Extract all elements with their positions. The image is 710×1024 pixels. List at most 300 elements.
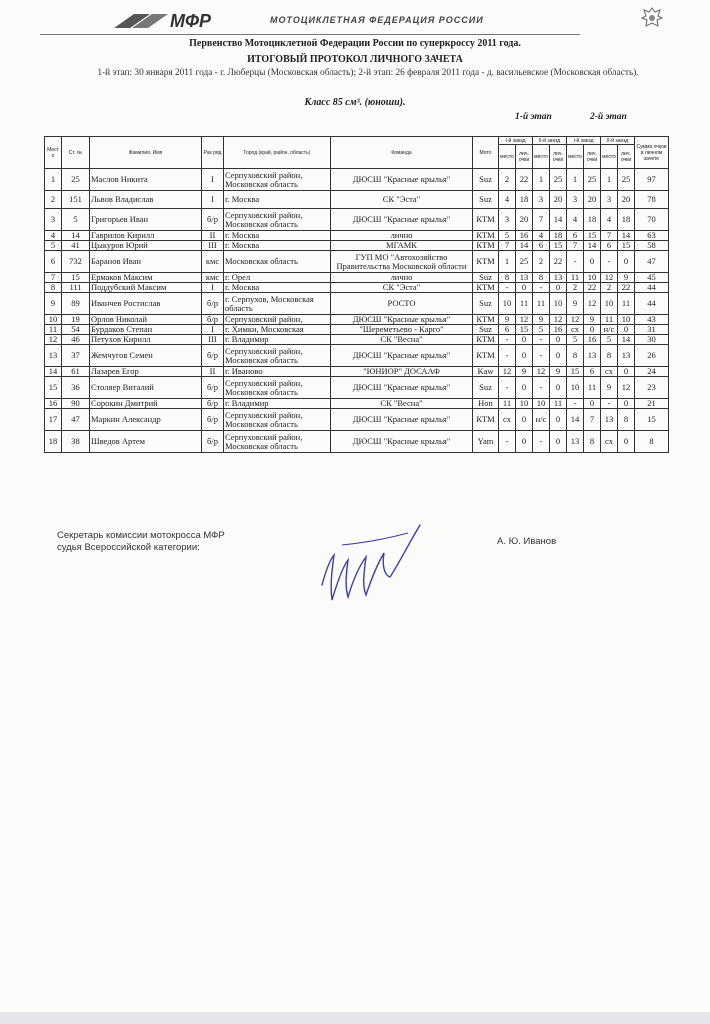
- table-row: [45, 345, 669, 367]
- table-row: [45, 191, 669, 209]
- name-cell: Маркин Александр: [90, 409, 202, 431]
- city-cell: г. Орел: [224, 273, 331, 283]
- number-cell: 41: [62, 241, 90, 251]
- place-cell: 9: [45, 293, 62, 315]
- name-cell: Орлов Николай: [90, 315, 202, 325]
- total-cell: 8: [635, 431, 669, 453]
- number-cell: 54: [62, 325, 90, 335]
- team-cell: ДЮСШ "Красные крылья": [331, 169, 473, 191]
- moto-cell: Suz: [473, 169, 499, 191]
- moto-cell: КТМ: [473, 209, 499, 231]
- s1-race1-points-cell: 0: [516, 431, 533, 453]
- s2-race2-place-cell: 6: [601, 241, 618, 251]
- s1-race1-points-cell: 16: [516, 231, 533, 241]
- s2-race1-place-cell: 4: [567, 209, 584, 231]
- place-cell: 4: [45, 231, 62, 241]
- city-cell: г. Москва: [224, 231, 331, 241]
- number-cell: 25: [62, 169, 90, 191]
- sub-place: место: [601, 145, 618, 169]
- name-cell: Бурдаков Степан: [90, 325, 202, 335]
- s1-race1-points-cell: 10: [516, 399, 533, 409]
- col-team: Команда: [331, 137, 473, 169]
- s2-race1-points-cell: 0: [584, 251, 601, 273]
- s2-race1-points-cell: 14: [584, 241, 601, 251]
- s1-race1-place-cell: -: [499, 431, 516, 453]
- s1-race1-place-cell: 5: [499, 231, 516, 241]
- number-cell: 37: [62, 345, 90, 367]
- s1-race1-place-cell: 11: [499, 399, 516, 409]
- table-row: [45, 231, 669, 241]
- s1-race1-points-cell: 18: [516, 191, 533, 209]
- s1-race1-points-cell: 9: [516, 367, 533, 377]
- s1-race1-place-cell: 7: [499, 241, 516, 251]
- s1-race2-place-cell: -: [533, 335, 550, 345]
- s1-race1-points-cell: 0: [516, 345, 533, 367]
- rank-cell: б/р: [202, 399, 224, 409]
- s2-race1-place-cell: 7: [567, 241, 584, 251]
- number-cell: 61: [62, 367, 90, 377]
- s2-race2-place-cell: сх: [601, 367, 618, 377]
- table-row: [45, 367, 669, 377]
- s2-race2-points-cell: 20: [618, 191, 635, 209]
- s2-race2-place-cell: 4: [601, 209, 618, 231]
- s2-race1-place-cell: 3: [567, 191, 584, 209]
- table-row: [45, 209, 669, 231]
- s2-race2-points-cell: 0: [618, 399, 635, 409]
- city-cell: г. Иваново: [224, 367, 331, 377]
- s2-race1-place-cell: 15: [567, 367, 584, 377]
- total-cell: 58: [635, 241, 669, 251]
- moto-cell: КТМ: [473, 345, 499, 367]
- s2-race2-points-cell: 0: [618, 325, 635, 335]
- s2-race2-points-cell: 9: [618, 273, 635, 283]
- team-cell: лично: [331, 231, 473, 241]
- rank-cell: I: [202, 191, 224, 209]
- rank-cell: б/р: [202, 345, 224, 367]
- s1-race2-points-cell: 20: [550, 191, 567, 209]
- name-cell: Львов Владислав: [90, 191, 202, 209]
- table-row: [45, 241, 669, 251]
- moto-cell: КТМ: [473, 231, 499, 241]
- total-cell: 63: [635, 231, 669, 241]
- rank-cell: I: [202, 283, 224, 293]
- secretary-line2: судья Всероссийской категории:: [57, 542, 200, 553]
- number-cell: 36: [62, 377, 90, 399]
- team-cell: СК "Эста": [331, 283, 473, 293]
- s1-race1-points-cell: 11: [516, 293, 533, 315]
- number-cell: 15: [62, 273, 90, 283]
- rank-cell: б/р: [202, 209, 224, 231]
- total-cell: 78: [635, 191, 669, 209]
- s2-race2-points-cell: 14: [618, 335, 635, 345]
- team-cell: ДЮСШ "Красные крылья": [331, 209, 473, 231]
- number-cell: 47: [62, 409, 90, 431]
- name-cell: Гаврилов Кирилл: [90, 231, 202, 241]
- s1-race1-points-cell: 14: [516, 241, 533, 251]
- s1-race2-points-cell: 0: [550, 345, 567, 367]
- city-cell: г. Москва: [224, 283, 331, 293]
- s1-race2-place-cell: 12: [533, 367, 550, 377]
- s2-race1-place-cell: 10: [567, 377, 584, 399]
- s1-race2-points-cell: 0: [550, 335, 567, 345]
- moto-cell: КТМ: [473, 315, 499, 325]
- s2-race2-points-cell: 0: [618, 251, 635, 273]
- moto-cell: КТМ: [473, 241, 499, 251]
- total-cell: 30: [635, 335, 669, 345]
- place-cell: 1: [45, 169, 62, 191]
- moto-cell: Suz: [473, 293, 499, 315]
- s2-race1-points-cell: 11: [584, 377, 601, 399]
- s2-race2-points-cell: 15: [618, 241, 635, 251]
- s1-race1-place-cell: 8: [499, 273, 516, 283]
- col-rank: Раз ряд: [202, 137, 224, 169]
- city-cell: Серпуховский район, Московская область: [224, 377, 331, 399]
- moto-cell: КТМ: [473, 283, 499, 293]
- rank-cell: б/р: [202, 315, 224, 325]
- team-cell: "ЮНИОР" ДОСААФ: [331, 367, 473, 377]
- s1-race2-place-cell: 2: [533, 251, 550, 273]
- s1-race2-points-cell: 0: [550, 283, 567, 293]
- number-cell: 38: [62, 431, 90, 453]
- place-cell: 8: [45, 283, 62, 293]
- s2-race2-place-cell: 12: [601, 273, 618, 283]
- s2-race1-points-cell: 16: [584, 335, 601, 345]
- rank-cell: II: [202, 231, 224, 241]
- total-cell: 15: [635, 409, 669, 431]
- s1-race1-place-cell: -: [499, 335, 516, 345]
- s1-race2-points-cell: 18: [550, 231, 567, 241]
- s1-race1-points-cell: 0: [516, 377, 533, 399]
- name-cell: Жемчугов Семен: [90, 345, 202, 367]
- city-cell: г. Владимир: [224, 335, 331, 345]
- s2-race2-points-cell: 14: [618, 231, 635, 241]
- s2-race1-place-cell: 5: [567, 335, 584, 345]
- s2-race1-points-cell: 15: [584, 231, 601, 241]
- s1-race2-place-cell: 11: [533, 293, 550, 315]
- s2-race1-points-cell: 18: [584, 209, 601, 231]
- total-cell: 44: [635, 283, 669, 293]
- s1-race2-place-cell: 8: [533, 273, 550, 283]
- scan-edge: [0, 1012, 710, 1024]
- s2-race2-place-cell: 1: [601, 169, 618, 191]
- s1-race2-place-cell: 4: [533, 231, 550, 241]
- place-cell: 7: [45, 273, 62, 283]
- table-row: [45, 283, 669, 293]
- rank-cell: кмс: [202, 273, 224, 283]
- number-cell: 14: [62, 231, 90, 241]
- team-cell: ГУП МО "Автохозяйство Правительства Московской области: [331, 251, 473, 273]
- place-cell: 6: [45, 251, 62, 273]
- stage1-heading: 1-й этап: [515, 112, 552, 122]
- city-cell: г. Владимир: [224, 399, 331, 409]
- s1-race2-place-cell: 6: [533, 241, 550, 251]
- stage2-heading: 2-й этап: [590, 112, 627, 122]
- total-cell: 70: [635, 209, 669, 231]
- moto-cell: Suz: [473, 191, 499, 209]
- name-cell: Иванчев Ростислав: [90, 293, 202, 315]
- federation-name: МОТОЦИКЛЕТНАЯ ФЕДЕРАЦИЯ РОССИИ: [270, 15, 484, 25]
- col-moto: Мото: [473, 137, 499, 169]
- protocol-title: ИТОГОВЫЙ ПРОТОКОЛ ЛИЧНОГО ЗАЧЕТА: [247, 54, 463, 65]
- table-row: [45, 335, 669, 345]
- s1-race2-place-cell: 7: [533, 209, 550, 231]
- s2-race1-points-cell: 12: [584, 293, 601, 315]
- moto-cell: КТМ: [473, 251, 499, 273]
- col-number: Ст. №: [62, 137, 90, 169]
- s2-race2-points-cell: 13: [618, 345, 635, 367]
- sub-points: лич. очки: [516, 145, 533, 169]
- s2-race2-points-cell: 12: [618, 377, 635, 399]
- city-cell: Серпуховский район, Московская область: [224, 431, 331, 453]
- place-cell: 14: [45, 367, 62, 377]
- sub-place: место: [533, 145, 550, 169]
- col-total: Сумма очков в личном зачете: [635, 137, 669, 169]
- name-cell: Маслов Никита: [90, 169, 202, 191]
- total-cell: 21: [635, 399, 669, 409]
- s1-race1-place-cell: 1: [499, 251, 516, 273]
- table-row: [45, 409, 669, 431]
- s1-race2-place-cell: 10: [533, 399, 550, 409]
- city-cell: г. Серпухов, Московская область: [224, 293, 331, 315]
- s2-race1-points-cell: 25: [584, 169, 601, 191]
- table-row: [45, 315, 669, 325]
- team-cell: ДЮСШ "Красные крылья": [331, 431, 473, 453]
- team-cell: ДЮСШ "Красные крылья": [331, 377, 473, 399]
- s1-race1-place-cell: 3: [499, 209, 516, 231]
- team-cell: ДЮСШ "Красные крылья": [331, 345, 473, 367]
- sub-points: лич. очки: [550, 145, 567, 169]
- s2-race2-place-cell: -: [601, 399, 618, 409]
- place-cell: 12: [45, 335, 62, 345]
- col-city: Город (край, район, область): [224, 137, 331, 169]
- sub-place: место: [567, 145, 584, 169]
- s2-race1-place-cell: 12: [567, 315, 584, 325]
- s2-race2-points-cell: 10: [618, 315, 635, 325]
- name-cell: Сорокин Дмитрий: [90, 399, 202, 409]
- place-cell: 10: [45, 315, 62, 325]
- s2-race2-place-cell: сх: [601, 431, 618, 453]
- s2-race2-points-cell: 11: [618, 293, 635, 315]
- s1-race1-points-cell: 15: [516, 325, 533, 335]
- signer-name: А. Ю. Иванов: [497, 536, 557, 547]
- s1-race1-place-cell: 6: [499, 325, 516, 335]
- s1-race1-points-cell: 20: [516, 209, 533, 231]
- place-cell: 15: [45, 377, 62, 399]
- s1-race1-points-cell: 22: [516, 169, 533, 191]
- coat-of-arms-icon: [640, 6, 664, 32]
- s2-race2-place-cell: 3: [601, 191, 618, 209]
- team-cell: ДЮСШ "Красные крылья": [331, 409, 473, 431]
- rank-cell: кмс: [202, 251, 224, 273]
- col-place: Мест о: [45, 137, 62, 169]
- s1-race2-points-cell: 13: [550, 273, 567, 283]
- s2-race2-place-cell: 11: [601, 315, 618, 325]
- s1-race2-place-cell: -: [533, 377, 550, 399]
- team-cell: МГАМК: [331, 241, 473, 251]
- stages-description: 1-й этап: 30 января 2011 года - г. Люберцы (Московская область); 2-й этап: 26 февраля 2011 года - д. васильевское (Московская область).: [97, 68, 639, 78]
- s1-race1-place-cell: 4: [499, 191, 516, 209]
- col-s1-race1: I-й заезд: [499, 137, 533, 145]
- name-cell: Поддубский Максим: [90, 283, 202, 293]
- name-cell: Шведов Артем: [90, 431, 202, 453]
- moto-cell: КТМ: [473, 409, 499, 431]
- federation-logo: [110, 10, 230, 32]
- s1-race2-points-cell: 15: [550, 241, 567, 251]
- s1-race2-place-cell: 3: [533, 191, 550, 209]
- s2-race1-place-cell: 11: [567, 273, 584, 283]
- name-cell: Баранов Иван: [90, 251, 202, 273]
- s2-race1-points-cell: 7: [584, 409, 601, 431]
- s2-race1-points-cell: 9: [584, 315, 601, 325]
- s2-race1-points-cell: 6: [584, 367, 601, 377]
- rank-cell: б/р: [202, 377, 224, 399]
- s2-race1-place-cell: 1: [567, 169, 584, 191]
- s2-race1-points-cell: 8: [584, 431, 601, 453]
- s2-race2-place-cell: 5: [601, 335, 618, 345]
- moto-cell: Suz: [473, 325, 499, 335]
- s1-race2-points-cell: 14: [550, 209, 567, 231]
- col-s1-race2: II-й заезд: [533, 137, 567, 145]
- table-row: [45, 325, 669, 335]
- s1-race2-points-cell: 0: [550, 431, 567, 453]
- rank-cell: б/р: [202, 409, 224, 431]
- moto-cell: Kaw: [473, 367, 499, 377]
- place-cell: 5: [45, 241, 62, 251]
- s1-race2-points-cell: 9: [550, 367, 567, 377]
- total-cell: 97: [635, 169, 669, 191]
- letterhead-rule: [40, 34, 580, 35]
- rank-cell: II: [202, 367, 224, 377]
- place-cell: 13: [45, 345, 62, 367]
- s2-race1-points-cell: 20: [584, 191, 601, 209]
- moto-cell: Hon: [473, 399, 499, 409]
- s1-race1-points-cell: 0: [516, 409, 533, 431]
- secretary-line1: Секретарь комиссии мотокросса МФР: [57, 530, 225, 541]
- city-cell: г. Москва: [224, 241, 331, 251]
- sub-place: место: [499, 145, 516, 169]
- table-row: [45, 273, 669, 283]
- s2-race1-place-cell: -: [567, 399, 584, 409]
- total-cell: 43: [635, 315, 669, 325]
- s1-race1-place-cell: 2: [499, 169, 516, 191]
- s1-race2-points-cell: 22: [550, 251, 567, 273]
- table-row: [45, 377, 669, 399]
- rank-cell: I: [202, 169, 224, 191]
- total-cell: 31: [635, 325, 669, 335]
- team-cell: СК "Весна": [331, 335, 473, 345]
- s2-race2-place-cell: н/с: [601, 325, 618, 335]
- name-cell: Лазарев Егор: [90, 367, 202, 377]
- s2-race1-points-cell: 10: [584, 273, 601, 283]
- name-cell: Петухов Кирилл: [90, 335, 202, 345]
- svg-text:МФР: МФР: [170, 11, 212, 31]
- s2-race1-place-cell: 9: [567, 293, 584, 315]
- s1-race1-points-cell: 12: [516, 315, 533, 325]
- s1-race2-place-cell: -: [533, 345, 550, 367]
- name-cell: Ермаков Максим: [90, 273, 202, 283]
- total-cell: 26: [635, 345, 669, 367]
- s2-race1-place-cell: 2: [567, 283, 584, 293]
- number-cell: 90: [62, 399, 90, 409]
- s1-race2-place-cell: 9: [533, 315, 550, 325]
- rank-cell: I: [202, 325, 224, 335]
- moto-cell: КТМ: [473, 335, 499, 345]
- total-cell: 45: [635, 273, 669, 283]
- letterhead: [40, 10, 580, 36]
- s2-race2-place-cell: 8: [601, 345, 618, 367]
- table-row: [45, 251, 669, 273]
- s2-race2-place-cell: 13: [601, 409, 618, 431]
- team-cell: РОСТО: [331, 293, 473, 315]
- table-row: [45, 431, 669, 453]
- s2-race2-place-cell: 2: [601, 283, 618, 293]
- document-title: Первенство Мотоциклетной Федерации России по суперкроссу 2011 года.: [189, 38, 521, 49]
- number-cell: 732: [62, 251, 90, 273]
- secretary-label: [57, 530, 225, 554]
- city-cell: Серпуховский район, Московская область: [224, 209, 331, 231]
- s2-race1-points-cell: 22: [584, 283, 601, 293]
- number-cell: 111: [62, 283, 90, 293]
- s2-race1-place-cell: сх: [567, 325, 584, 335]
- total-cell: 24: [635, 367, 669, 377]
- s1-race1-points-cell: 25: [516, 251, 533, 273]
- handwritten-signature: [312, 515, 432, 615]
- s2-race2-points-cell: 22: [618, 283, 635, 293]
- name-cell: Цыкуров Юрий: [90, 241, 202, 251]
- city-cell: Серпуховский район, Московская область: [224, 169, 331, 191]
- number-cell: 151: [62, 191, 90, 209]
- rank-cell: III: [202, 335, 224, 345]
- s1-race2-points-cell: 12: [550, 315, 567, 325]
- s1-race2-points-cell: 11: [550, 399, 567, 409]
- s2-race2-place-cell: 10: [601, 293, 618, 315]
- total-cell: 44: [635, 293, 669, 315]
- s2-race2-place-cell: 9: [601, 377, 618, 399]
- s1-race2-points-cell: 25: [550, 169, 567, 191]
- s2-race1-place-cell: -: [567, 251, 584, 273]
- s2-race2-place-cell: -: [601, 251, 618, 273]
- name-cell: Григорьев Иван: [90, 209, 202, 231]
- s2-race2-place-cell: 7: [601, 231, 618, 241]
- s1-race2-points-cell: 0: [550, 409, 567, 431]
- s1-race1-place-cell: 10: [499, 293, 516, 315]
- team-cell: ДЮСШ "Красные крылья": [331, 315, 473, 325]
- place-cell: 17: [45, 409, 62, 431]
- number-cell: 19: [62, 315, 90, 325]
- s2-race2-points-cell: 8: [618, 409, 635, 431]
- moto-cell: Suz: [473, 377, 499, 399]
- place-cell: 18: [45, 431, 62, 453]
- col-s2-race1: I-й заезд: [567, 137, 601, 145]
- total-cell: 47: [635, 251, 669, 273]
- s1-race2-place-cell: 1: [533, 169, 550, 191]
- table-row: [45, 399, 669, 409]
- place-cell: 3: [45, 209, 62, 231]
- s1-race1-place-cell: 9: [499, 315, 516, 325]
- s2-race1-points-cell: 13: [584, 345, 601, 367]
- number-cell: 46: [62, 335, 90, 345]
- team-cell: СК "Весна": [331, 399, 473, 409]
- team-cell: "Шереметьево - Карго": [331, 325, 473, 335]
- name-cell: Столяер Виталий: [90, 377, 202, 399]
- s1-race2-place-cell: -: [533, 431, 550, 453]
- s1-race1-points-cell: 0: [516, 283, 533, 293]
- place-cell: 16: [45, 399, 62, 409]
- s2-race1-place-cell: 8: [567, 345, 584, 367]
- results-table: [44, 136, 669, 453]
- number-cell: 5: [62, 209, 90, 231]
- number-cell: 89: [62, 293, 90, 315]
